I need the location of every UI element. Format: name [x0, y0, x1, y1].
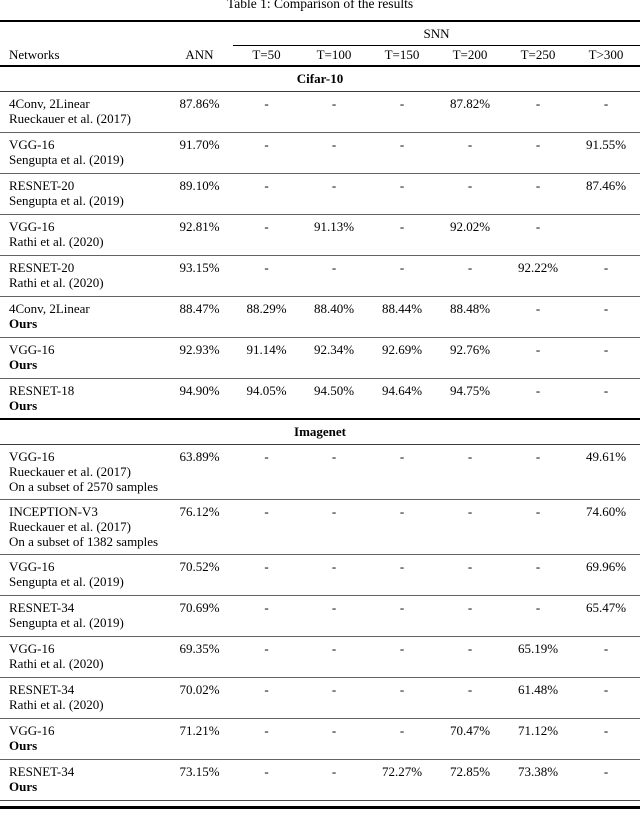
network-cell [0, 718, 166, 759]
snn-accuracy-t-50: - [264, 503, 269, 519]
snn-accuracy-t-300: 91.55% [585, 136, 627, 152]
snn-accuracy-t-50: - [264, 448, 269, 464]
table-row [0, 677, 640, 718]
network-name: INCEPTION-V3 [9, 503, 98, 519]
snn-accuracy-t-50: - [264, 722, 269, 738]
network-cell [0, 214, 166, 255]
ann-accuracy: 92.81% [179, 218, 220, 234]
network-reference: Rathi et al. (2020) [9, 233, 104, 249]
column-header-t-150: T=150 [368, 45, 436, 66]
snn-accuracy-t-50: - [264, 136, 269, 152]
network-reference: Rueckauer et al. (2017) [9, 518, 132, 534]
snn-accuracy-t-250: - [535, 341, 541, 357]
ann-accuracy: 70.02% [179, 681, 220, 697]
network-name: VGG-16 [9, 640, 55, 656]
snn-accuracy-t-250: - [535, 599, 541, 615]
snn-accuracy-t-250: 65.19% [517, 640, 559, 656]
snn-accuracy-t-100: - [331, 503, 337, 519]
snn-accuracy-t-50: 94.05% [246, 382, 287, 398]
column-header-t-50: T=50 [233, 45, 300, 66]
snn-accuracy-t-150: 94.64% [381, 382, 423, 398]
table-row [0, 636, 640, 677]
ann-accuracy: 63.89% [179, 448, 220, 464]
network-name: RESNET-34 [9, 681, 75, 697]
column-header-networks: Networks [0, 45, 166, 66]
network-name: VGG-16 [9, 341, 55, 357]
snn-accuracy-t-150: 88.44% [381, 300, 423, 316]
section-header-cifar-10: Cifar-10 [296, 70, 344, 86]
snn-accuracy-t-200: - [467, 177, 473, 193]
network-name: VGG-16 [9, 448, 55, 464]
snn-accuracy-t-50: - [264, 640, 269, 656]
snn-accuracy-t-150: 72.27% [381, 763, 423, 779]
snn-accuracy-t-200: 72.85% [449, 763, 491, 779]
snn-accuracy-t-100: 91.13% [313, 218, 355, 234]
ann-accuracy: 73.15% [179, 763, 220, 779]
network-reference: Sengupta et al. (2019) [9, 614, 124, 630]
snn-accuracy-t-250: - [535, 558, 541, 574]
snn-accuracy-t-150: - [399, 503, 405, 519]
snn-accuracy-t-300: - [603, 640, 609, 656]
snn-accuracy-t-250: - [535, 95, 541, 111]
ann-accuracy: 93.15% [179, 259, 220, 275]
network-cell [0, 444, 166, 499]
network-name: RESNET-20 [9, 177, 75, 193]
snn-accuracy-t-300: - [603, 681, 609, 697]
network-reference: Ours [9, 737, 38, 753]
snn-accuracy-t-150: - [399, 599, 405, 615]
network-cell [0, 677, 166, 718]
snn-accuracy-t-50: - [264, 177, 269, 193]
network-cell [0, 554, 166, 595]
snn-accuracy-t-150: - [399, 218, 405, 234]
snn-accuracy-t-250: 73.38% [517, 763, 559, 779]
table-bottom-rule [0, 800, 640, 809]
section-header-imagenet: Imagenet [294, 423, 347, 439]
group-header-spacer [0, 21, 233, 45]
table-row [0, 91, 640, 132]
snn-accuracy-t-300: - [603, 300, 609, 316]
network-reference: Ours [9, 315, 38, 331]
snn-accuracy-t-50: 88.29% [246, 300, 287, 316]
snn-accuracy-t-200: 94.75% [449, 382, 491, 398]
network-reference: Sengupta et al. (2019) [9, 573, 124, 589]
snn-accuracy-t-250: 92.22% [517, 259, 559, 275]
network-cell [0, 759, 166, 800]
snn-accuracy-t-150: - [399, 259, 405, 275]
table-row [0, 255, 640, 296]
snn-accuracy-t-300: 49.61% [585, 448, 627, 464]
network-reference: Sengupta et al. (2019) [9, 151, 124, 167]
ann-accuracy: 94.90% [179, 382, 220, 398]
table-body [0, 66, 640, 800]
snn-accuracy-t-50: - [264, 599, 269, 615]
network-name: VGG-16 [9, 136, 55, 152]
network-reference: Rathi et al. (2020) [9, 274, 104, 290]
network-reference: Rathi et al. (2020) [9, 696, 104, 712]
network-cell [0, 296, 166, 337]
network-cell [0, 173, 166, 214]
snn-accuracy-t-150: - [399, 640, 405, 656]
snn-accuracy-t-100: 92.34% [313, 341, 355, 357]
snn-accuracy-t-250: - [535, 448, 541, 464]
bottom-rule-thin [0, 800, 640, 801]
snn-accuracy-t-50: - [264, 558, 269, 574]
snn-accuracy-t-250: - [535, 177, 541, 193]
snn-accuracy-t-200: - [467, 503, 473, 519]
snn-accuracy-t-300 [572, 214, 640, 255]
table-row [0, 499, 640, 554]
network-cell [0, 255, 166, 296]
network-reference: Sengupta et al. (2019) [9, 192, 124, 208]
network-name: RESNET-34 [9, 599, 75, 615]
ann-accuracy: 71.21% [179, 722, 220, 738]
snn-accuracy-t-100: - [331, 177, 337, 193]
snn-accuracy-t-300: - [603, 259, 609, 275]
snn-group-header: SNN [233, 21, 640, 45]
column-header-ann: ANN [166, 45, 233, 66]
snn-accuracy-t-50: - [264, 95, 269, 111]
snn-accuracy-t-200: 70.47% [449, 722, 491, 738]
bottom-rule-thick [0, 806, 640, 809]
table-row [0, 444, 640, 499]
network-name: RESNET-34 [9, 763, 75, 779]
snn-accuracy-t-250: 71.12% [517, 722, 559, 738]
snn-accuracy-t-50: - [264, 681, 269, 697]
network-reference: Rueckauer et al. (2017) [9, 110, 132, 126]
table-row [0, 595, 640, 636]
snn-accuracy-t-300: 87.46% [585, 177, 627, 193]
table-row [0, 296, 640, 337]
snn-accuracy-t-300: - [603, 722, 609, 738]
snn-accuracy-t-200: 92.02% [449, 218, 491, 234]
snn-accuracy-t-300: - [603, 382, 609, 398]
table-row [0, 132, 640, 173]
snn-accuracy-t-50: - [264, 763, 269, 779]
network-reference: Ours [9, 356, 38, 372]
results-table [0, 20, 640, 800]
table-row [0, 759, 640, 800]
snn-accuracy-t-300: - [603, 763, 609, 779]
snn-accuracy-t-100: - [331, 599, 337, 615]
network-name: 4Conv, 2Linear [9, 300, 90, 316]
snn-accuracy-t-250: - [535, 218, 541, 234]
snn-accuracy-t-100: - [331, 763, 337, 779]
snn-accuracy-t-150: - [399, 95, 405, 111]
snn-accuracy-t-100: - [331, 136, 337, 152]
snn-accuracy-t-200: 87.82% [449, 95, 491, 111]
snn-accuracy-t-150: - [399, 136, 405, 152]
snn-accuracy-t-100: - [331, 558, 337, 574]
network-note: On a subset of 2570 samples [9, 478, 159, 494]
snn-accuracy-t-150: - [399, 722, 405, 738]
snn-accuracy-t-200: 92.76% [449, 341, 491, 357]
section-header-row-cifar-10 [0, 66, 640, 91]
network-reference: Rathi et al. (2020) [9, 655, 104, 671]
network-cell [0, 499, 166, 554]
table-row [0, 554, 640, 595]
snn-accuracy-t-100: - [331, 448, 337, 464]
ann-accuracy: 89.10% [179, 177, 220, 193]
group-header-row [0, 21, 640, 45]
table-caption: Table 1: Comparison of the results [226, 0, 414, 11]
snn-accuracy-t-150: - [399, 177, 405, 193]
ann-accuracy: 76.12% [179, 503, 220, 519]
table-row [0, 173, 640, 214]
snn-accuracy-t-300: 69.96% [585, 558, 627, 574]
snn-accuracy-t-300: - [603, 341, 609, 357]
ann-accuracy: 69.35% [179, 640, 220, 656]
network-name: VGG-16 [9, 722, 55, 738]
snn-accuracy-t-150: - [399, 558, 405, 574]
snn-accuracy-t-300: - [603, 95, 609, 111]
snn-accuracy-t-50: - [264, 218, 269, 234]
network-note: On a subset of 1382 samples [9, 533, 159, 549]
snn-accuracy-t-200: 88.48% [449, 300, 491, 316]
column-header-t-100: T=100 [300, 45, 368, 66]
column-header-row [0, 45, 640, 66]
ann-accuracy: 88.47% [179, 300, 220, 316]
snn-accuracy-t-200: - [467, 599, 473, 615]
table-row [0, 378, 640, 419]
section-header-row-imagenet [0, 419, 640, 444]
snn-accuracy-t-100: - [331, 95, 337, 111]
snn-accuracy-t-200: - [467, 136, 473, 152]
network-cell [0, 132, 166, 173]
snn-accuracy-t-200: - [467, 448, 473, 464]
column-header-t-250: T=250 [504, 45, 572, 66]
column-header-t-200: T=200 [436, 45, 504, 66]
snn-accuracy-t-100: 88.40% [313, 300, 355, 316]
table-row [0, 337, 640, 378]
table-row [0, 718, 640, 759]
ann-accuracy: 70.69% [179, 599, 220, 615]
network-name: 4Conv, 2Linear [9, 95, 90, 111]
snn-accuracy-t-250: - [535, 503, 541, 519]
network-reference: Ours [9, 397, 38, 413]
snn-accuracy-t-250: - [535, 300, 541, 316]
snn-accuracy-t-300: 74.60% [585, 503, 627, 519]
network-name: VGG-16 [9, 218, 55, 234]
network-cell [0, 636, 166, 677]
network-cell [0, 337, 166, 378]
snn-accuracy-t-100: - [331, 722, 337, 738]
snn-accuracy-t-300: 65.47% [585, 599, 627, 615]
snn-accuracy-t-200: - [467, 259, 473, 275]
snn-accuracy-t-50: - [264, 259, 269, 275]
network-name: RESNET-18 [9, 382, 75, 398]
ann-accuracy: 70.52% [179, 558, 220, 574]
snn-accuracy-t-250: - [535, 136, 541, 152]
ann-accuracy: 91.70% [179, 136, 220, 152]
column-header-t-300: T>300 [572, 45, 640, 66]
network-name: RESNET-20 [9, 259, 75, 275]
snn-accuracy-t-100: - [331, 259, 337, 275]
snn-accuracy-t-200: - [467, 640, 473, 656]
snn-accuracy-t-250: 61.48% [517, 681, 559, 697]
network-reference: Ours [9, 778, 38, 794]
table-row [0, 214, 640, 255]
network-cell [0, 595, 166, 636]
snn-accuracy-t-50: 91.14% [246, 341, 287, 357]
network-reference: Rueckauer et al. (2017) [9, 463, 132, 479]
ann-accuracy: 92.93% [179, 341, 220, 357]
network-name: VGG-16 [9, 558, 55, 574]
snn-accuracy-t-150: 92.69% [381, 341, 423, 357]
snn-accuracy-t-100: - [331, 681, 337, 697]
snn-accuracy-t-150: - [399, 681, 405, 697]
snn-accuracy-t-200: - [467, 558, 473, 574]
snn-accuracy-t-100: 94.50% [313, 382, 355, 398]
network-cell [0, 91, 166, 132]
snn-accuracy-t-100: - [331, 640, 337, 656]
network-cell [0, 378, 166, 419]
ann-accuracy: 87.86% [179, 95, 220, 111]
snn-accuracy-t-250: - [535, 382, 541, 398]
snn-accuracy-t-150: - [399, 448, 405, 464]
snn-accuracy-t-200: - [467, 681, 473, 697]
